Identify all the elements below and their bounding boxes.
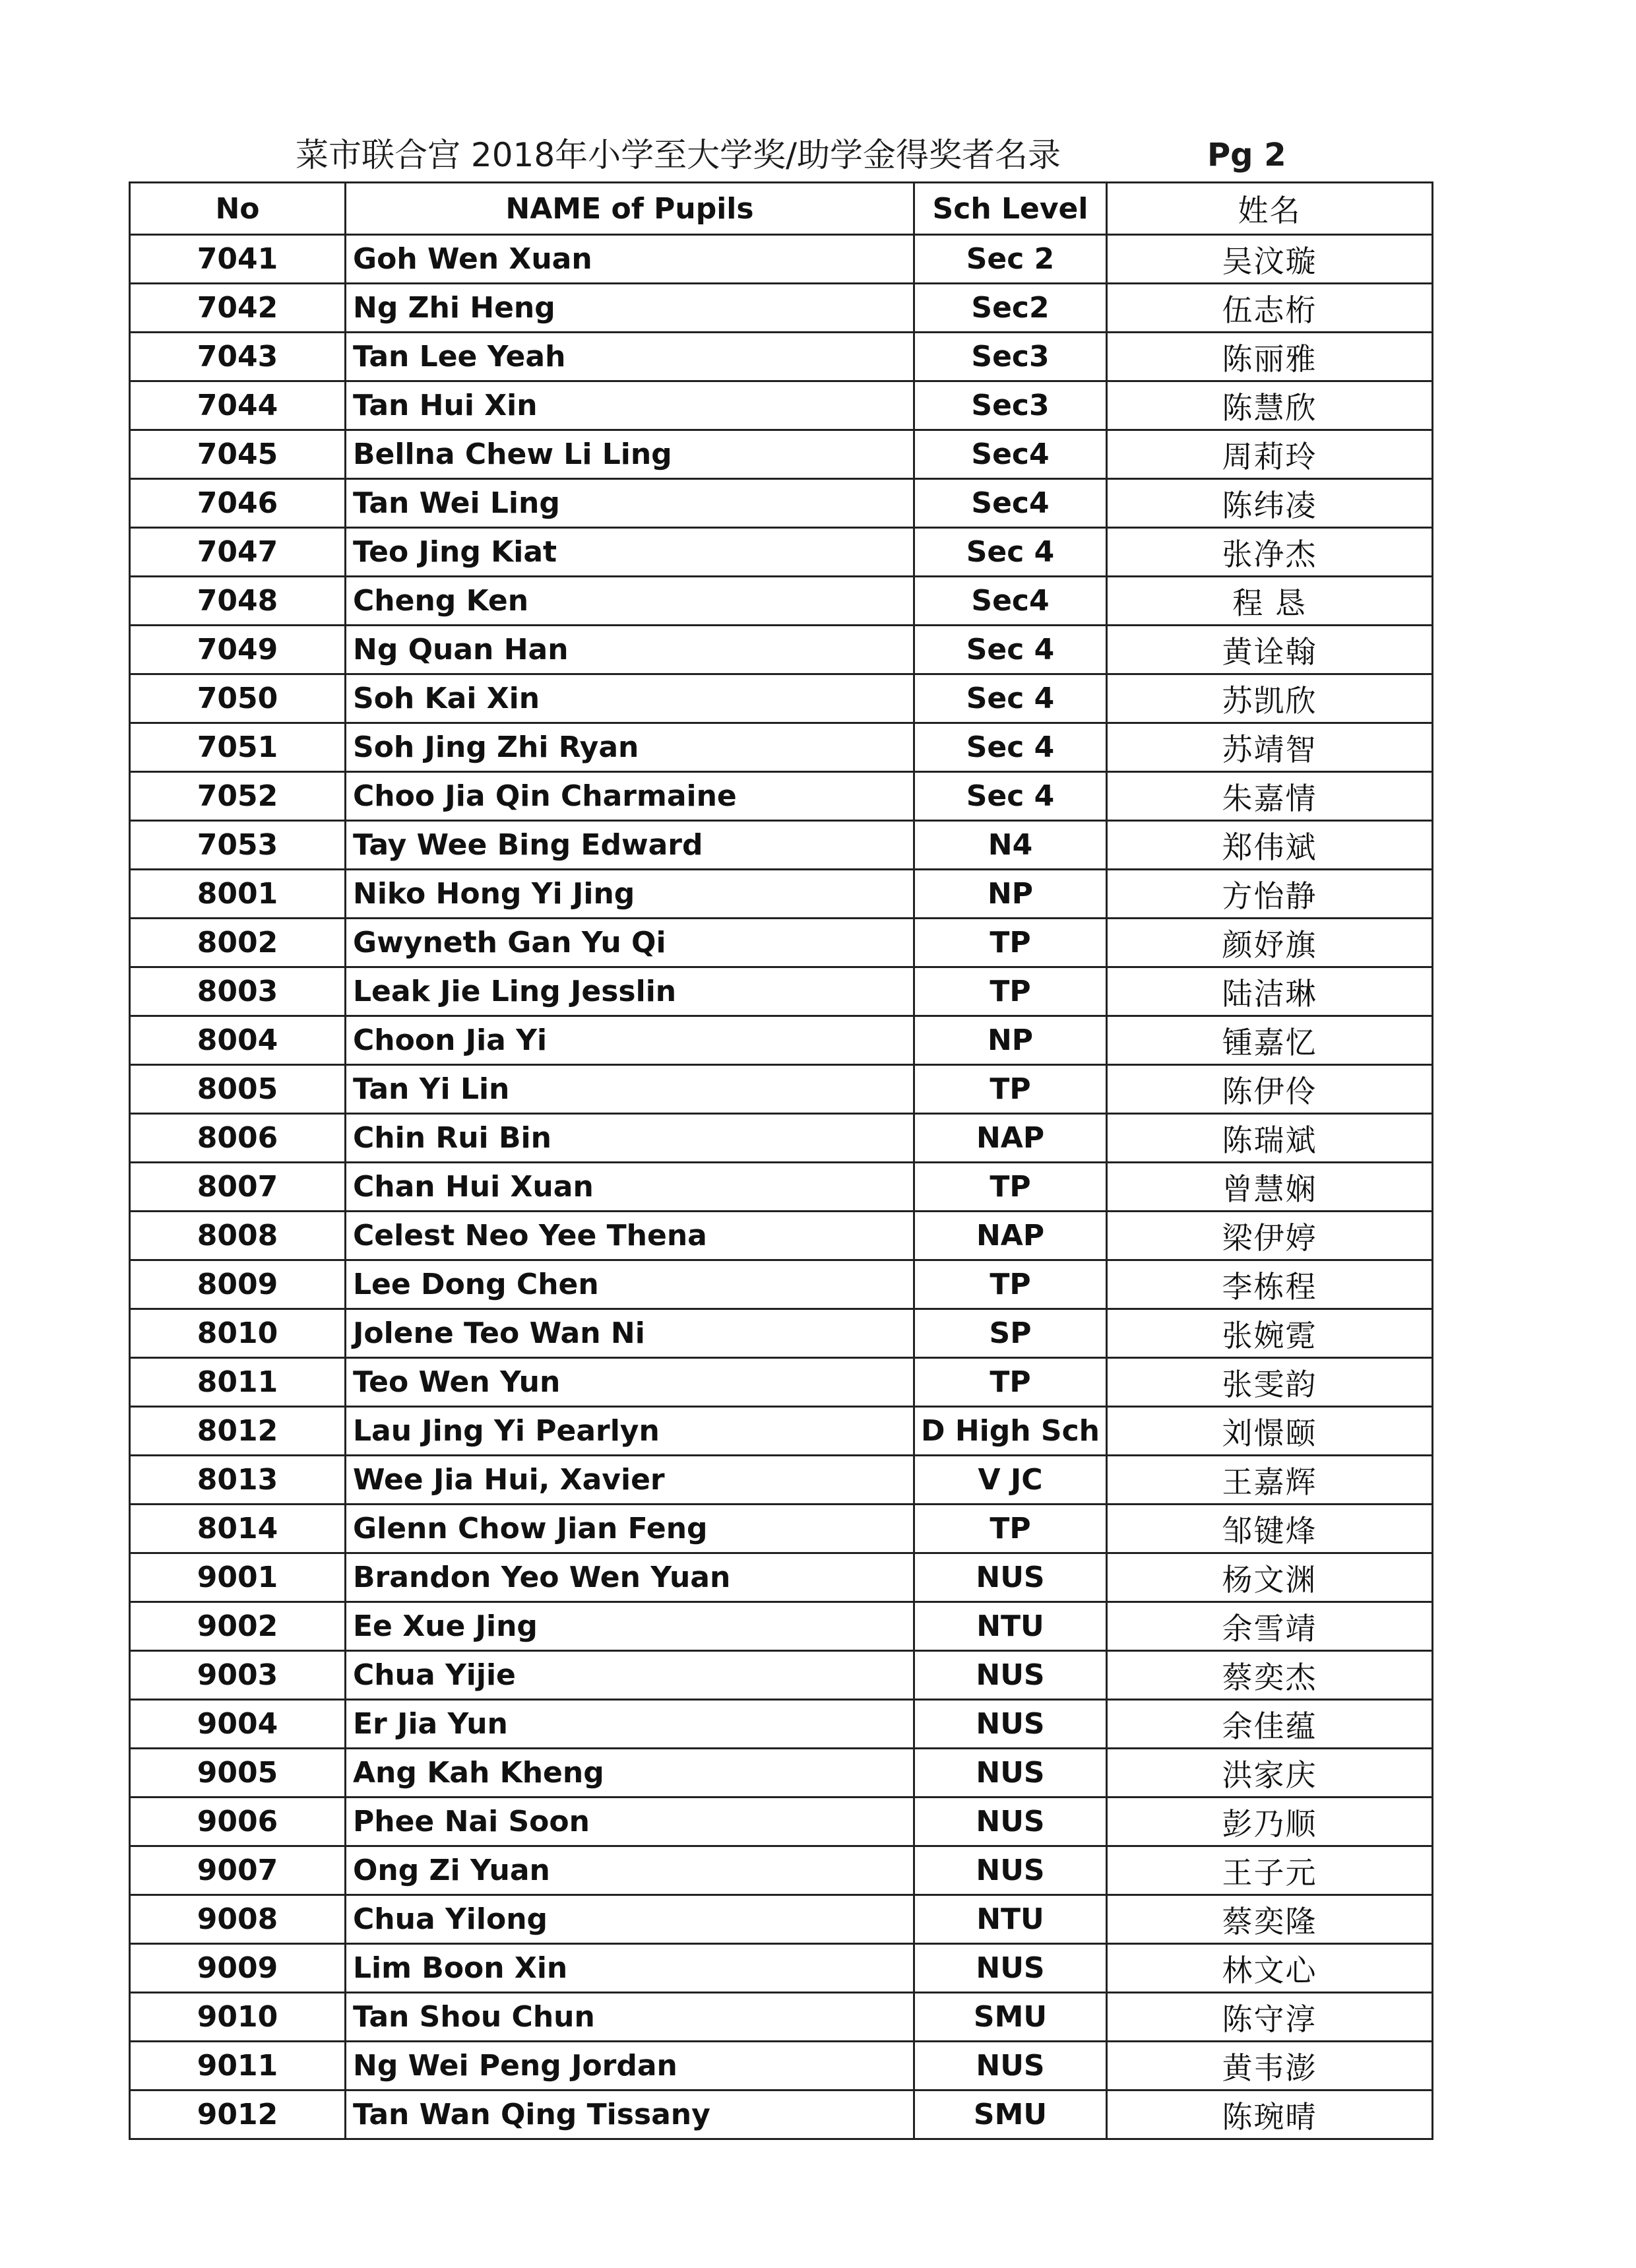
table-row: [130, 1163, 1433, 1212]
table-row: [130, 772, 1433, 821]
cell-chinese-name: 张净杰: [1107, 528, 1433, 577]
cell-chinese-name: 林文心: [1107, 1944, 1433, 1993]
cell-chinese-name: 苏凯欣: [1107, 674, 1433, 723]
cell-no: 9011: [130, 2042, 346, 2090]
cell-name: Glenn Chow Jian Feng: [346, 1505, 914, 1553]
cell-chinese-name: 陈纬凌: [1107, 479, 1433, 528]
cell-level: Sec 4: [914, 626, 1107, 674]
table-row: [130, 870, 1433, 919]
cell-level: TP: [914, 967, 1107, 1016]
cell-no: 7042: [130, 284, 346, 333]
cell-no: 7041: [130, 235, 346, 284]
table-row: [130, 235, 1433, 284]
cell-level: D High Sch: [914, 1407, 1107, 1456]
cell-chinese-name: 郑伟斌: [1107, 821, 1433, 870]
cell-no: 8001: [130, 870, 346, 919]
cell-no: 7044: [130, 381, 346, 430]
cell-no: 8011: [130, 1358, 346, 1407]
cell-no: 8002: [130, 919, 346, 967]
cell-no: 8013: [130, 1456, 346, 1505]
cell-level: Sec 4: [914, 528, 1107, 577]
cell-no: 8004: [130, 1016, 346, 1065]
table-row: [130, 967, 1433, 1016]
cell-chinese-name: 程 恳: [1107, 577, 1433, 626]
table-row: [130, 1065, 1433, 1114]
cell-chinese-name: 曾慧娴: [1107, 1163, 1433, 1212]
cell-no: 9004: [130, 1700, 346, 1749]
cell-name: Choon Jia Yi: [346, 1016, 914, 1065]
table-row: [130, 1944, 1433, 1993]
cell-no: 9008: [130, 1895, 346, 1944]
table-row: [130, 1651, 1433, 1700]
cell-level: Sec4: [914, 430, 1107, 479]
cell-no: 9002: [130, 1602, 346, 1651]
cell-chinese-name: 陈琬晴: [1107, 2090, 1433, 2139]
cell-level: SMU: [914, 2090, 1107, 2139]
cell-chinese-name: 陈慧欣: [1107, 381, 1433, 430]
cell-name: Chin Rui Bin: [346, 1114, 914, 1163]
cell-chinese-name: 陆洁琳: [1107, 967, 1433, 1016]
cell-name: Ng Wei Peng Jordan: [346, 2042, 914, 2090]
cell-level: Sec4: [914, 479, 1107, 528]
table-row: [130, 528, 1433, 577]
cell-name: Chua Yilong: [346, 1895, 914, 1944]
cell-name: Teo Wen Yun: [346, 1358, 914, 1407]
cell-no: 8014: [130, 1505, 346, 1553]
cell-name: Teo Jing Kiat: [346, 528, 914, 577]
table-row: [130, 1456, 1433, 1505]
table-row: [130, 577, 1433, 626]
cell-no: 8009: [130, 1260, 346, 1309]
table-row: [130, 821, 1433, 870]
cell-no: 7053: [130, 821, 346, 870]
table-row: [130, 1212, 1433, 1260]
cell-chinese-name: 黄韦澎: [1107, 2042, 1433, 2090]
cell-level: NUS: [914, 1749, 1107, 1798]
cell-name: Chan Hui Xuan: [346, 1163, 914, 1212]
cell-name: Er Jia Yun: [346, 1700, 914, 1749]
cell-name: Soh Jing Zhi Ryan: [346, 723, 914, 772]
cell-chinese-name: 梁伊婷: [1107, 1212, 1433, 1260]
table-row: [130, 1505, 1433, 1553]
cell-name: Goh Wen Xuan: [346, 235, 914, 284]
cell-level: Sec3: [914, 381, 1107, 430]
cell-name: Bellna Chew Li Ling: [346, 430, 914, 479]
table-row: [130, 2042, 1433, 2090]
table-row: [130, 626, 1433, 674]
cell-level: NAP: [914, 1212, 1107, 1260]
table-row: [130, 919, 1433, 967]
cell-no: 7047: [130, 528, 346, 577]
document-header: [125, 132, 1445, 185]
table-row: [130, 1895, 1433, 1944]
cell-name: Jolene Teo Wan Ni: [346, 1309, 914, 1358]
cell-no: 7048: [130, 577, 346, 626]
table-row: [130, 2090, 1433, 2139]
cell-chinese-name: 方怡静: [1107, 870, 1433, 919]
table-row: [130, 1602, 1433, 1651]
table-row: [130, 284, 1433, 333]
cell-no: 9003: [130, 1651, 346, 1700]
cell-no: 8003: [130, 967, 346, 1016]
awardee-table: [129, 181, 1433, 2140]
cell-chinese-name: 王嘉辉: [1107, 1456, 1433, 1505]
table-row: [130, 674, 1433, 723]
cell-name: Leak Jie Ling Jesslin: [346, 967, 914, 1016]
cell-no: 7050: [130, 674, 346, 723]
cell-level: TP: [914, 1260, 1107, 1309]
table-row: [130, 1798, 1433, 1846]
cell-chinese-name: 李栋程: [1107, 1260, 1433, 1309]
cell-chinese-name: 彭乃顺: [1107, 1798, 1433, 1846]
cell-chinese-name: 刘憬颐: [1107, 1407, 1433, 1456]
cell-level: NP: [914, 870, 1107, 919]
cell-name: Tan Shou Chun: [346, 1993, 914, 2042]
cell-level: NUS: [914, 1798, 1107, 1846]
page-number: Pg 2: [1207, 137, 1286, 174]
cell-chinese-name: 陈丽雅: [1107, 333, 1433, 381]
cell-name: Gwyneth Gan Yu Qi: [346, 919, 914, 967]
cell-name: Tay Wee Bing Edward: [346, 821, 914, 870]
cell-no: 9010: [130, 1993, 346, 2042]
cell-name: Tan Lee Yeah: [346, 333, 914, 381]
column-header-no: No: [130, 183, 346, 235]
cell-level: TP: [914, 1358, 1107, 1407]
cell-level: NUS: [914, 1651, 1107, 1700]
cell-no: 8012: [130, 1407, 346, 1456]
cell-no: 8005: [130, 1065, 346, 1114]
cell-no: 9007: [130, 1846, 346, 1895]
table-row: [130, 1553, 1433, 1602]
table-row: [130, 1749, 1433, 1798]
document-title: 菜市联合宫 2018年小学至大学奖/助学金得奖者名录: [296, 136, 1061, 174]
cell-name: Tan Wan Qing Tissany: [346, 2090, 914, 2139]
cell-name: Choo Jia Qin Charmaine: [346, 772, 914, 821]
cell-name: Lee Dong Chen: [346, 1260, 914, 1309]
cell-chinese-name: 张婉霓: [1107, 1309, 1433, 1358]
cell-chinese-name: 邹键烽: [1107, 1505, 1433, 1553]
cell-chinese-name: 苏靖智: [1107, 723, 1433, 772]
cell-level: TP: [914, 1163, 1107, 1212]
cell-name: Lim Boon Xin: [346, 1944, 914, 1993]
cell-no: 8007: [130, 1163, 346, 1212]
cell-name: Ong Zi Yuan: [346, 1846, 914, 1895]
table-row: [130, 1260, 1433, 1309]
cell-name: Wee Jia Hui, Xavier: [346, 1456, 914, 1505]
cell-chinese-name: 余雪靖: [1107, 1602, 1433, 1651]
cell-name: Celest Neo Yee Thena: [346, 1212, 914, 1260]
cell-level: NTU: [914, 1602, 1107, 1651]
cell-name: Lau Jing Yi Pearlyn: [346, 1407, 914, 1456]
cell-chinese-name: 张雯韵: [1107, 1358, 1433, 1407]
cell-chinese-name: 黄诠翰: [1107, 626, 1433, 674]
cell-no: 9001: [130, 1553, 346, 1602]
cell-no: 7049: [130, 626, 346, 674]
cell-level: SP: [914, 1309, 1107, 1358]
cell-level: NUS: [914, 1846, 1107, 1895]
cell-level: NTU: [914, 1895, 1107, 1944]
cell-level: NUS: [914, 1944, 1107, 1993]
column-header-name: NAME of Pupils: [346, 183, 914, 235]
cell-name: Soh Kai Xin: [346, 674, 914, 723]
cell-level: NUS: [914, 1553, 1107, 1602]
cell-level: NP: [914, 1016, 1107, 1065]
cell-name: Ang Kah Kheng: [346, 1749, 914, 1798]
cell-level: V JC: [914, 1456, 1107, 1505]
cell-chinese-name: 陈守淳: [1107, 1993, 1433, 2042]
cell-no: 9012: [130, 2090, 346, 2139]
table-row: [130, 1309, 1433, 1358]
cell-level: TP: [914, 1065, 1107, 1114]
table-row: [130, 1846, 1433, 1895]
table-header-row: [130, 183, 1433, 235]
cell-no: 8010: [130, 1309, 346, 1358]
cell-chinese-name: 杨文渊: [1107, 1553, 1433, 1602]
cell-no: 7051: [130, 723, 346, 772]
table-row: [130, 1358, 1433, 1407]
cell-no: 8006: [130, 1114, 346, 1163]
cell-level: Sec 4: [914, 674, 1107, 723]
cell-no: 9006: [130, 1798, 346, 1846]
cell-level: Sec4: [914, 577, 1107, 626]
cell-no: 7043: [130, 333, 346, 381]
cell-level: N4: [914, 821, 1107, 870]
cell-chinese-name: 锺嘉忆: [1107, 1016, 1433, 1065]
table-row: [130, 430, 1433, 479]
cell-no: 7046: [130, 479, 346, 528]
cell-no: 7045: [130, 430, 346, 479]
column-header-chinese-name: 姓名: [1107, 183, 1433, 235]
cell-chinese-name: 王子元: [1107, 1846, 1433, 1895]
cell-chinese-name: 陈瑞斌: [1107, 1114, 1433, 1163]
cell-no: 7052: [130, 772, 346, 821]
cell-chinese-name: 陈伊伶: [1107, 1065, 1433, 1114]
cell-chinese-name: 蔡奕隆: [1107, 1895, 1433, 1944]
cell-name: Tan Hui Xin: [346, 381, 914, 430]
cell-chinese-name: 蔡奕杰: [1107, 1651, 1433, 1700]
cell-chinese-name: 余佳蕴: [1107, 1700, 1433, 1749]
table-row: [130, 1993, 1433, 2042]
cell-level: Sec 4: [914, 772, 1107, 821]
cell-name: Brandon Yeo Wen Yuan: [346, 1553, 914, 1602]
cell-level: NUS: [914, 2042, 1107, 2090]
table-row: [130, 1700, 1433, 1749]
cell-chinese-name: 吴汶璇: [1107, 235, 1433, 284]
table-row: [130, 723, 1433, 772]
table-row: [130, 333, 1433, 381]
table-row: [130, 381, 1433, 430]
cell-level: TP: [914, 919, 1107, 967]
cell-no: 9005: [130, 1749, 346, 1798]
cell-chinese-name: 颜妤旗: [1107, 919, 1433, 967]
cell-chinese-name: 周莉玲: [1107, 430, 1433, 479]
table-row: [130, 1016, 1433, 1065]
cell-level: SMU: [914, 1993, 1107, 2042]
cell-name: Ee Xue Jing: [346, 1602, 914, 1651]
cell-name: Chua Yijie: [346, 1651, 914, 1700]
table-row: [130, 479, 1433, 528]
table-row: [130, 1407, 1433, 1456]
cell-name: Ng Zhi Heng: [346, 284, 914, 333]
table-row: [130, 1114, 1433, 1163]
cell-name: Phee Nai Soon: [346, 1798, 914, 1846]
cell-name: Cheng Ken: [346, 577, 914, 626]
cell-name: Ng Quan Han: [346, 626, 914, 674]
cell-chinese-name: 洪家庆: [1107, 1749, 1433, 1798]
cell-level: Sec 4: [914, 723, 1107, 772]
cell-chinese-name: 伍志桁: [1107, 284, 1433, 333]
cell-level: TP: [914, 1505, 1107, 1553]
cell-no: 9009: [130, 1944, 346, 1993]
cell-name: Niko Hong Yi Jing: [346, 870, 914, 919]
cell-level: NUS: [914, 1700, 1107, 1749]
cell-level: Sec3: [914, 333, 1107, 381]
cell-level: Sec2: [914, 284, 1107, 333]
column-header-level: Sch Level: [914, 183, 1107, 235]
cell-chinese-name: 朱嘉情: [1107, 772, 1433, 821]
cell-level: Sec 2: [914, 235, 1107, 284]
cell-name: Tan Wei Ling: [346, 479, 914, 528]
cell-level: NAP: [914, 1114, 1107, 1163]
cell-no: 8008: [130, 1212, 346, 1260]
cell-name: Tan Yi Lin: [346, 1065, 914, 1114]
